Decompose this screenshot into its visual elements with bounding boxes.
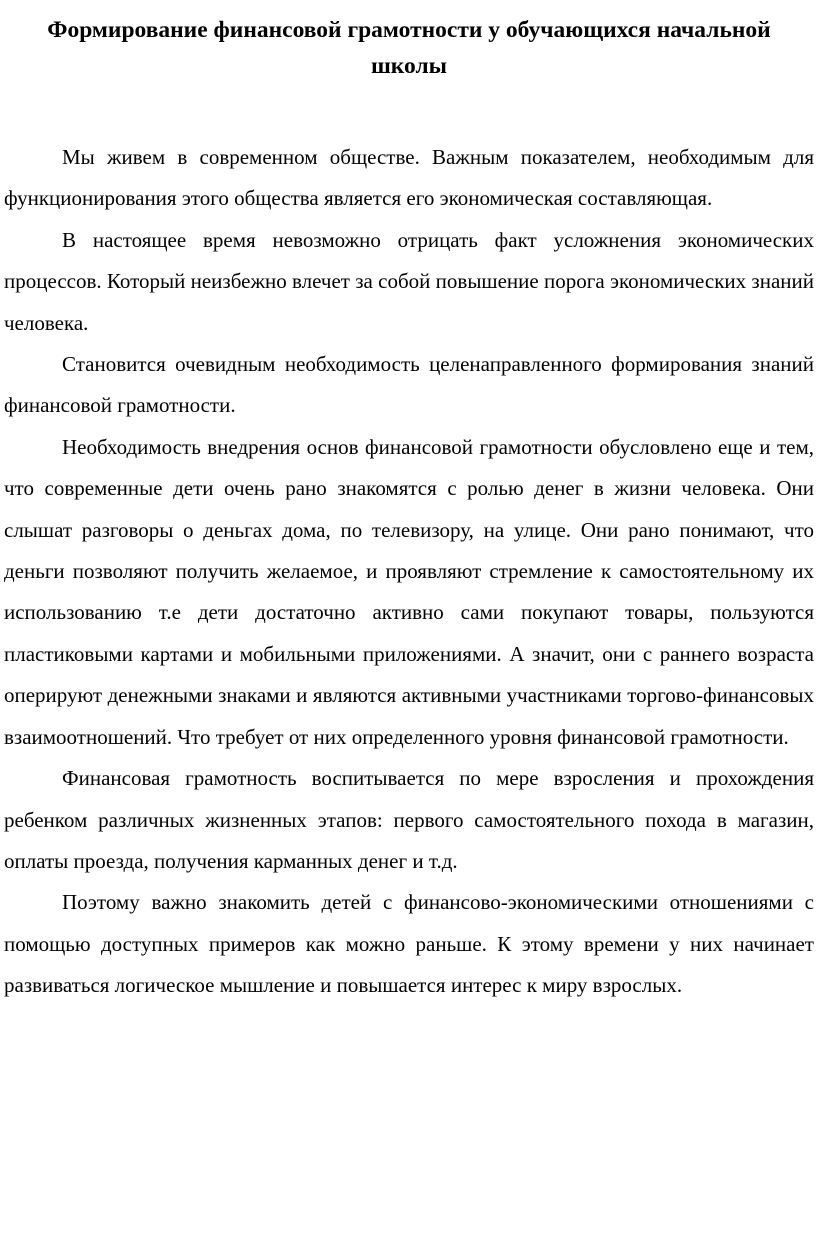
document-body (4, 137, 814, 1007)
paragraph: Финансовая грамотность воспитывается по мере взросления и прохождения ребенком различных жизненных этапов: первого самостоятельного похода в магазин, оплаты проезда, получения карманных денег и т.д. (4, 766, 814, 873)
paragraph: Мы живем в современном обществе. Важным показателем, необходимым для функционирования этого общества является его экономическая составляющая. (4, 145, 814, 211)
document-title: Формирование финансовой грамотности у обучающихся начальной школы (47, 17, 771, 79)
paragraph: Необходимость внедрения основ финансовой грамотности обусловлено еще и тем, что современные дети очень рано знакомятся с ролью денег в жизни человека. Они слышат разговоры о деньгах дома, по телевизору, на улице. Они рано понимают, что деньги позволяют получить желаемое, и проявляют стремление к самостоятельному их использованию т.е дети достаточно активно сами покупают товары, пользуются пластиковыми картами и мобильными приложениями. А значит, они с раннего возраста оперируют денежными знаками и являются активными участниками торгово-финансовых взаимоотношений. Что требует от них определенного уровня финансовой грамотности. (4, 434, 814, 749)
paragraph: В настоящее время невозможно отрицать факт усложнения экономических процессов. Который неизбежно влечет за собой повышение порога экономических знаний человека. (4, 227, 814, 335)
paragraph: Поэтому важно знакомить детей с финансово-экономическими отношениями с помощью доступных примеров как можно раньше. К этому времени у них начинает развиваться логическое мышление и повышается интерес к миру взрослых. (4, 890, 814, 998)
paragraph: Становится очевидным необходимость целенаправленного формирования знаний финансовой грамотности. (4, 352, 814, 418)
